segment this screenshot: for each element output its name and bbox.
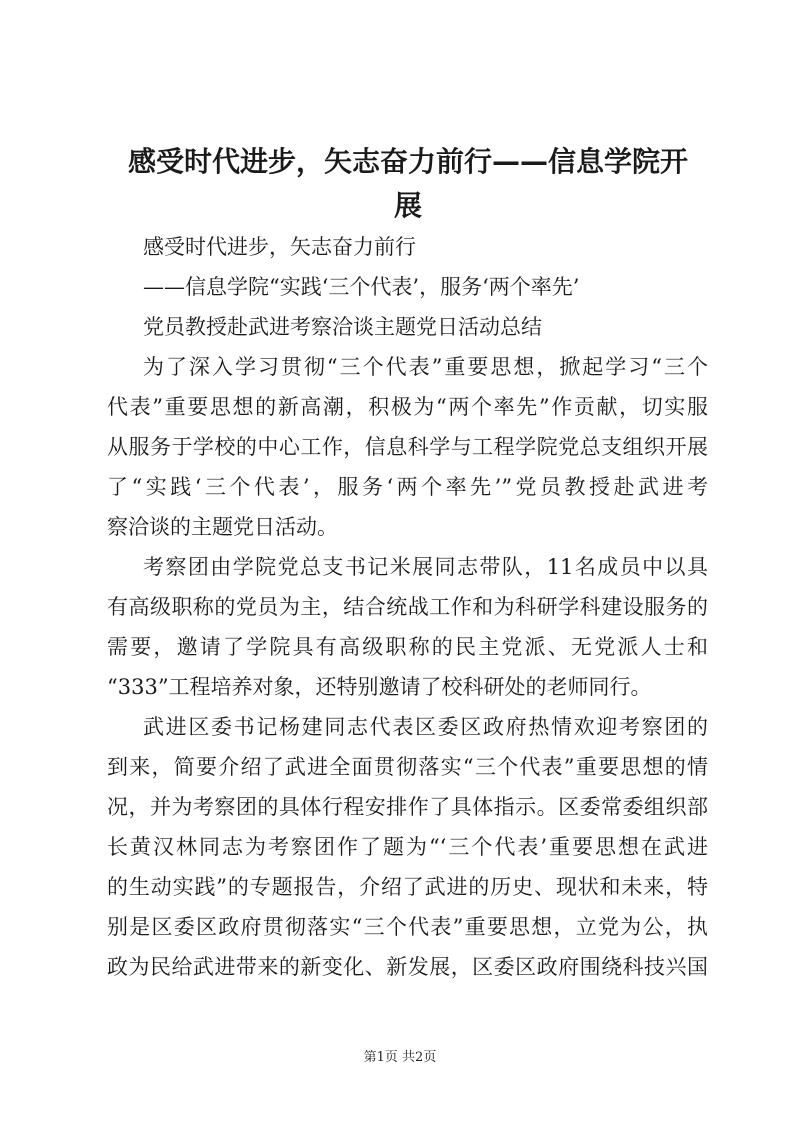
document-title bbox=[100, 140, 716, 228]
text-line: 代表”重要思想的新高潮，积极为“两个率先”作贡献，切实服 bbox=[107, 395, 708, 419]
text-line: 政为民给武进带来的新变化、新发展，区委区政府围绕科技兴国 bbox=[107, 955, 708, 979]
paragraph-1 bbox=[107, 347, 708, 547]
text-line: 况，并为考察团的具体行程安排作了具体指示。区委常委组织部 bbox=[107, 795, 708, 819]
text-line: 别是区委区政府贯彻落实“三个代表”重要思想，立党为公，执 bbox=[107, 915, 708, 939]
subtitle-line: ——信息学院“实践‘三个代表’，服务‘两个率先’ bbox=[143, 275, 580, 299]
title-line: 展 bbox=[393, 189, 422, 222]
text-line: “333”工程培养对象，还特别邀请了校科研处的老师同行。 bbox=[107, 675, 652, 699]
text-line: 察洽谈的主题党日活动。 bbox=[107, 515, 338, 539]
text-line: 到来，简要介绍了武进全面贯彻落实“三个代表”重要思想的情 bbox=[107, 755, 708, 779]
text-line: 从服务于学校的中心工作，信息科学与工程学院党总支组织开展 bbox=[107, 435, 708, 459]
text-line: 考察团由学院党总支书记米展同志带队，11名成员中以具 bbox=[143, 555, 708, 579]
text-line: 长黄汉林同志为考察团作了题为“‘三个代表’重要思想在武进 bbox=[107, 835, 708, 859]
text-line: 了“实践‘三个代表’，服务‘两个率先’”党员教授赴武进考 bbox=[107, 475, 708, 499]
paragraph-3 bbox=[107, 707, 708, 987]
document-body bbox=[107, 227, 708, 987]
page-number-footer: 第1页 共2页 bbox=[363, 1050, 437, 1065]
subtitle-line: 感受时代进步，矢志奋力前行 bbox=[143, 235, 416, 259]
text-line: 有高级职称的党员为主，结合统战工作和为科研学科建设服务的 bbox=[107, 595, 708, 619]
subtitle-line: 党员教授赴武进考察洽谈主题党日活动总结 bbox=[143, 315, 542, 339]
text-line: 武进区委书记杨建同志代表区委区政府热情欢迎考察团的 bbox=[143, 715, 708, 739]
title-line: 感受时代进步，矢志奋力前行——信息学院开 bbox=[127, 145, 688, 178]
text-line: 为了深入学习贯彻“三个代表”重要思想，掀起学习“三个 bbox=[143, 355, 708, 379]
text-line: 需要，邀请了学院具有高级职称的民主党派、无党派人士和 bbox=[107, 635, 708, 659]
text-line: 的生动实践”的专题报告，介绍了武进的历史、现状和未来，特 bbox=[107, 875, 708, 899]
paragraph-2 bbox=[107, 547, 708, 707]
